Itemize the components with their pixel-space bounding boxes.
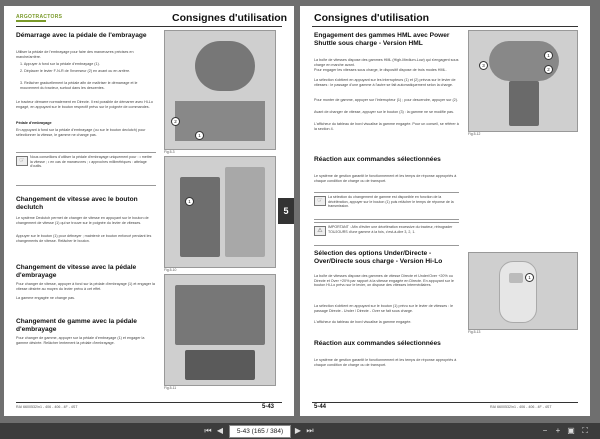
page-number: 5-43 <box>262 404 275 410</box>
paragraph: 2. Déplacer le levier F-N-R de l'inverseur (2) en avant ou en arrière. <box>20 69 131 73</box>
paragraph: Pour monter de gamme, appuyer sur l'interrupteur (1) ; pour descendre, appuyer sur (2). <box>314 98 458 102</box>
paragraph: Appuyer sur le bouton (1) pour débrayer ; maintenir ce bouton enfoncé pendant les changements de vitesse. Relâcher le bouton. <box>16 234 152 243</box>
paragraph: Le tracteur démarre normalement en Directe. Il est possible de démarrer avec Hi-Lo engagé, en appuyant sur le bouton respectif prévu sur le poignée de commandes. <box>16 100 153 109</box>
info-note <box>314 192 459 220</box>
paragraph: La sélection s'obtient en appuyant sur le bouton (1) prévu sur le levier de vitesses : le passage Directe - Under / Directe - Over se fait sous charge. <box>314 304 454 313</box>
note-text: La sélection du changement de gamme est disponible en fonction de la décélération, appuyer sur le bouton (1) puis relâcher le temps de réponse de la transmission. <box>328 195 454 209</box>
figure-clutch-pedal-floor <box>164 274 276 386</box>
paragraph: Pour changer de vitesse, appuyer à fond sur la pédale d'embrayage (1) et engager la vitesse désirée au moyen du levier prévu à cet effet. <box>16 282 155 291</box>
document-page-left <box>4 6 294 416</box>
info-note <box>16 152 156 186</box>
warning-icon: ⚠ <box>314 226 326 236</box>
page-indicator-input[interactable]: 5-43 (165 / 384) <box>229 425 291 438</box>
note-text: IMPORTANT : Afin d'éviter une décélération excessive du tracteur, rétrograder TOUJOURS d'une gamme à la fois, c'est-à-dire 3, 2, 1. <box>328 225 453 234</box>
figure-caption: Fig.5-12 <box>468 132 481 136</box>
note-text: Nous conseillons d'utiliser la pédale d'embrayage uniquement pour : • mettre la vitesse ; • en cas de manœuvres ; • approches millimétriques : attelage d'outils. <box>30 155 152 169</box>
page-title: Consignes d'utilisation <box>172 12 288 24</box>
section-heading: Réaction aux commandes sélectionnées <box>314 340 441 347</box>
figure-caption: Fig.5-11 <box>164 386 177 390</box>
paragraph: Utiliser la pédale de l'embrayage pour faire des manœuvres précises en marche/arrière. <box>16 50 134 59</box>
paragraph: L'afficheur du tableau de bord visualise la gamme engagée. <box>314 320 412 324</box>
section-heading: Changement de vitesse avec le bouton declutch <box>16 196 138 211</box>
section-heading: Changement de gamme avec la pédale d'embrayage <box>16 318 137 333</box>
footer-reference: RAI 6600532/n1 - 406 - 406 - 4F - 4ST <box>490 405 552 409</box>
hand-pointer-icon: ☞ <box>314 196 326 206</box>
paragraph: Le système de gestion garantit le fonctionnement et les temps de réponse appropriés à chaque condition de charge ou de transport. <box>314 358 457 367</box>
paragraph: 1. Appuyer à fond sur la pédale d'embrayage (1). <box>20 62 100 66</box>
hand-pointer-icon: ☞ <box>16 156 28 166</box>
page-number: 5-44 <box>314 404 327 410</box>
paragraph: Le système de gestion garantit le fonctionnement et les temps de réponse appropriés à chaque condition de charge ou de transport. <box>314 174 457 183</box>
last-page-icon[interactable]: ⏭ <box>306 426 314 435</box>
footer-rule <box>312 402 578 403</box>
paragraph: La boîte de vitesses dispose des gammes de vitesse Directe et Under/Over +20% ou Directe et Over +20% par rapport à la vitesse engagée en Directe. En appuyant sur le bouton Hi-Lo prévu sur le levier, on dispose des vitesses intermédiaires. <box>314 274 454 288</box>
figure-caption: Fig.5-13 <box>468 330 481 334</box>
page-title: Consignes d'utilisation <box>314 12 430 24</box>
section-tab: 5 <box>278 198 294 224</box>
subheading: Pédale d'embrayage <box>16 121 52 125</box>
fit-page-icon[interactable]: ▣ <box>567 426 575 435</box>
prev-page-icon[interactable]: ◀ <box>216 426 224 435</box>
header-rule <box>16 26 282 27</box>
section-heading: Démarrage avec la pédale de l'embrayage <box>16 32 147 39</box>
figure-caption: Fig.5-3 <box>164 150 175 154</box>
brand-logo: ARGOTRACTORS <box>16 14 63 20</box>
paragraph: 3. Relâcher graduellement la pédale afin de maîtriser le démarrage et le mouvement du tracteur, surtout dans les descentes. <box>20 81 138 90</box>
warning-note <box>314 222 459 246</box>
first-page-icon[interactable]: ⏮ <box>204 426 212 435</box>
paragraph: Le système Declutch permet de changer de vitesse en appuyant sur le bouton de changement de vitesse (1) qui se trouve sur le poignée du levier de vitesses. <box>16 216 149 225</box>
zoom-in-icon[interactable]: + <box>555 426 561 435</box>
section-heading: Changement de vitesse avec la pédale d'embrayage <box>16 264 137 279</box>
next-page-icon[interactable]: ▶ <box>294 426 302 435</box>
footer-rule <box>16 402 282 403</box>
paragraph: En appuyant à fond sur la pédale d'embrayage (ou sur le bouton declutch) pour sélectionner la vitesse, le gamme ne change pas. <box>16 128 146 137</box>
viewer-toolbar <box>0 423 600 439</box>
section-heading: Sélection des options Under/Directe - Over/Directe sous charge - Version Hi-Lo <box>314 250 443 265</box>
paragraph: Pour engager les vitesses sous charge, le dispositif dispose de trois modes HML. <box>314 68 447 72</box>
paragraph: Pour changer de gamme, appuyer sur la pédale d'embrayage (1) et engager la gamme désirée. Relâcher lentement la pédale d'embrayage. <box>16 336 145 345</box>
paragraph: La gamme engagée ne change pas. <box>16 296 76 300</box>
section-heading: Engagement des gammes HML avec Power Shuttle sous charge - Version HML <box>314 32 450 47</box>
section-heading: Réaction aux commandes sélectionnées <box>314 156 441 163</box>
figure-declutch-button: 1 <box>164 156 276 268</box>
figure-caption: Fig.5-10 <box>164 268 177 272</box>
figure-hilo-lever: 1 <box>468 252 578 330</box>
paragraph: Avant de changer de vitesse, appuyer sur le bouton (3) : la gamme ne se modifie pas. <box>314 110 454 114</box>
paragraph: La boîte de vitesses dispose des gammes HML (High-Medium-Low) qui s'engagent sous charge en marche avant. <box>314 58 459 67</box>
zoom-out-icon[interactable]: − <box>542 426 548 435</box>
fullscreen-icon[interactable]: ⛶ <box>582 426 588 435</box>
figure-hml-lever: 1 2 3 <box>468 30 578 132</box>
paragraph: L'afficheur du tableau de bord visualise la gamme engagée. Pour un conseil, se référer à la section 4. <box>314 122 459 131</box>
paragraph: La sélection s'obtient en appuyant sur les interrupteurs (1) et (2) prévus sur le levier de vitesses : le passage d'une gamme à l'autre se fait automatiquement selon la charge. <box>314 78 456 87</box>
header-rule <box>312 26 578 27</box>
document-page-right <box>300 6 590 416</box>
brand-logo-bar <box>16 20 46 22</box>
figure-clutch-pedal: 2 1 <box>164 30 276 150</box>
footer-reference: RAI 6600532/n1 - 406 - 406 - 4F - 4ST <box>16 405 78 409</box>
